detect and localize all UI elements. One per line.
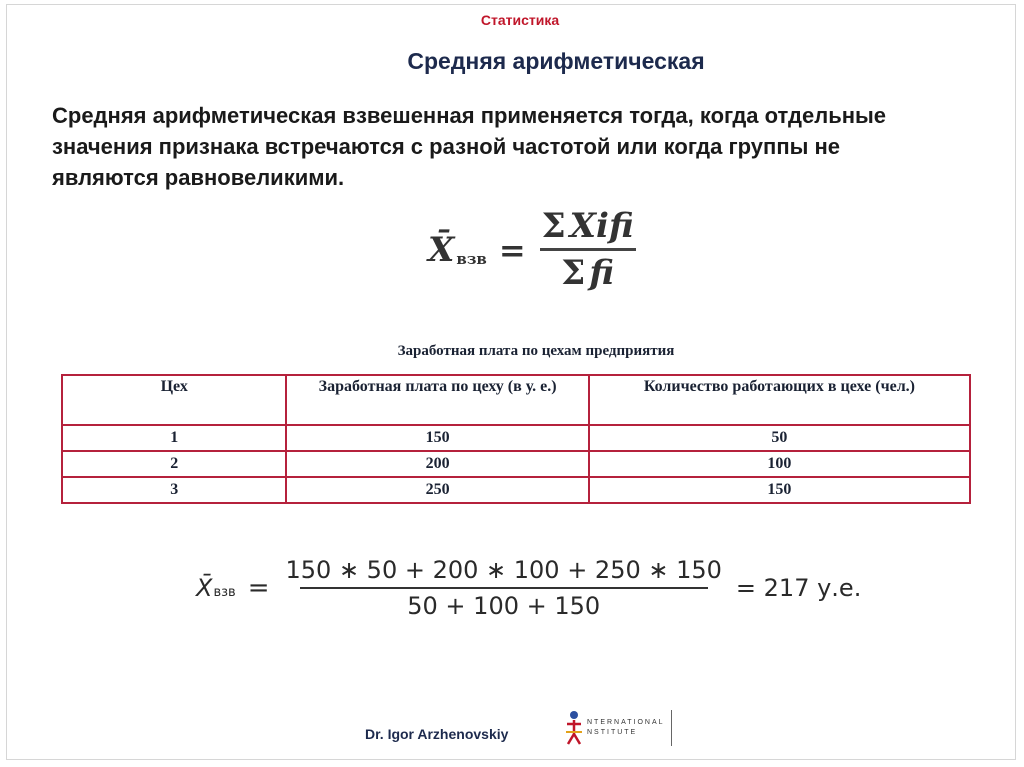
example-equals: = bbox=[247, 573, 270, 603]
example-fraction-bar bbox=[300, 587, 708, 589]
table-caption: Заработная плата по цехам предприятия bbox=[397, 343, 675, 359]
example-lhs-sub: взв bbox=[213, 585, 236, 600]
example-formula bbox=[196, 556, 861, 620]
cell-wage: 250 bbox=[286, 477, 588, 503]
cell-shop: 2 bbox=[62, 451, 286, 477]
logo-line-2: NSTITUTE bbox=[587, 729, 638, 736]
cell-wage: 200 bbox=[286, 451, 588, 477]
table-row bbox=[62, 425, 970, 451]
example-result: = 217 у.е. bbox=[735, 574, 862, 602]
institute-logo bbox=[563, 710, 672, 746]
example-numerator: 150 ∗ 50 + 200 ∗ 100 + 250 ∗ 150 bbox=[285, 556, 722, 584]
example-lhs bbox=[196, 574, 236, 602]
logo-text bbox=[587, 718, 665, 738]
general-formula bbox=[428, 206, 638, 293]
logo-divider bbox=[671, 710, 672, 746]
sigma-symbol: Σ bbox=[561, 253, 586, 293]
example-denominator: 50 + 100 + 150 bbox=[407, 592, 601, 620]
cell-workers: 150 bbox=[589, 477, 970, 503]
formula-fraction bbox=[538, 206, 638, 293]
formula-lhs-sub: взв bbox=[456, 249, 487, 268]
table-row bbox=[62, 477, 970, 503]
example-fraction bbox=[282, 556, 726, 620]
formula-lhs-var: X̄ bbox=[428, 229, 455, 270]
logo-figure-icon bbox=[563, 710, 585, 746]
author-name: Dr. Igor Arzhenovskiy bbox=[365, 726, 509, 742]
header-shop: Цех bbox=[62, 375, 286, 425]
fraction-bar bbox=[540, 248, 636, 251]
formula-lhs bbox=[428, 230, 487, 270]
sigma-symbol: Σ bbox=[541, 206, 566, 246]
numerator-expression: Xifi bbox=[569, 206, 634, 246]
table-header-row bbox=[62, 375, 970, 425]
cell-shop: 3 bbox=[62, 477, 286, 503]
cell-workers: 50 bbox=[589, 425, 970, 451]
denominator-expression: fi bbox=[589, 253, 615, 293]
logo-line-1: NTERNATIONAL bbox=[587, 719, 665, 726]
subject-label: Статистика bbox=[480, 12, 560, 28]
cell-shop: 1 bbox=[62, 425, 286, 451]
cell-wage: 150 bbox=[286, 425, 588, 451]
header-workers: Количество работающих в цехе (чел.) bbox=[589, 375, 970, 425]
intro-paragraph: Средняя арифметическая взвешенная применяется тогда, когда отдельные значения признака встречаются с разной частотой или когда группы не являются равновеликими. bbox=[52, 103, 887, 190]
wages-table bbox=[61, 374, 971, 504]
formula-numerator bbox=[538, 206, 638, 246]
example-lhs-var: X̄ bbox=[196, 574, 213, 602]
cell-workers: 100 bbox=[589, 451, 970, 477]
formula-denominator bbox=[557, 253, 618, 293]
header-wage: Заработная плата по цеху (в у. е.) bbox=[286, 375, 588, 425]
formula-equals: = bbox=[498, 230, 526, 269]
table-row bbox=[62, 451, 970, 477]
slide-title: Средняя арифметическая bbox=[407, 48, 705, 74]
